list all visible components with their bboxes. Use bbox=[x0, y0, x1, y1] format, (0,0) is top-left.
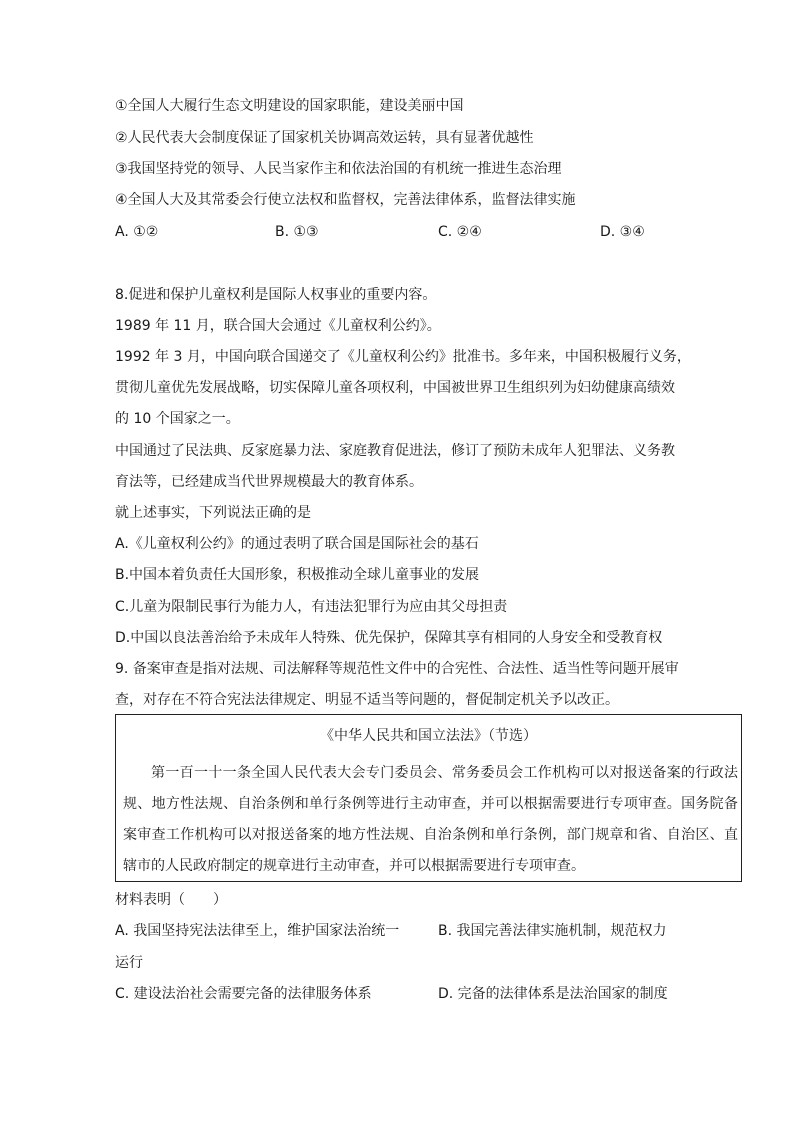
q9-material-text: 第一百一十一条全国人民代表大会专门委员会、常务委员会工作机构可以对报送备案的行政法规、地方性法规、自治条例和单行条例等进行主动审查，并可以根据需要进行专项审查。国务院备案审查工作机构可以对报送备案的地方性法规、自治条例和单行条例，部门规章和省、自治区、直辖市的人民政府制定的规章进行主动审查，并可以根据需要进行专项审查。 bbox=[123, 765, 738, 874]
q8-option-d: D.中国以良法善治给予未成年人特殊、优先保护，保障其享有相同的人身安全和受教育权 bbox=[115, 630, 663, 646]
q8-text-line: 中国通过了民法典、反家庭暴力法、家庭教育促进法，修订了预防未成年人犯罪法、义务教 bbox=[115, 443, 675, 459]
q7-option-b: B. ①③ bbox=[275, 224, 319, 240]
q9-option-a: A. 我国坚持宪法法律至上，维护国家法治统一 bbox=[115, 923, 400, 939]
q9-option-b: B. 我国完善法律实施机制，规范权力 bbox=[438, 923, 667, 939]
q8-question: 就上述事实，下列说法正确的是 bbox=[115, 505, 311, 521]
q8-option-c: C.儿童为限制民事行为能力人，有违法犯罪行为应由其父母担责 bbox=[115, 599, 508, 615]
q7-option-a: A. ①② bbox=[115, 224, 159, 240]
q8-option-b: B.中国本着负责任大国形象，积极推动全球儿童事业的发展 bbox=[115, 567, 480, 583]
q7-statement-1: ①全国人大履行生态文明建设的国家职能，建设美丽中国 bbox=[115, 98, 464, 114]
q7-statement-4: ④全国人大及其常委会行使立法权和监督权，完善法律体系，监督法律实施 bbox=[115, 192, 576, 208]
q8-text-line: 贯彻儿童优先发展战略，切实保障儿童各项权利，中国被世界卫生组织列为妇幼健康高绩效 bbox=[115, 380, 675, 396]
q9-stem: 9. 备案审查是指对法规、司法解释等规范性文件中的合宪性、合法性、适当性等问题开展审 bbox=[115, 661, 679, 677]
q9-option-c: C. 建设法治社会需要完备的法律服务体系 bbox=[115, 986, 372, 1002]
q7-statement-3: ③我国坚持党的领导、人民当家作主和依法治国的有机统一推进生态治理 bbox=[115, 161, 562, 177]
q9-material-title: 《中华人民共和国立法法》（节选） bbox=[320, 728, 537, 744]
q7-options bbox=[115, 222, 675, 242]
q7-statement-2: ②人民代表大会制度保证了国家机关协调高效运转，具有显著优越性 bbox=[115, 130, 534, 146]
q8-text-line: 1989 年 11 月，联合国大会通过《儿童权利公约》。 bbox=[115, 318, 441, 334]
q8-text-line: 的 10 个国家之一。 bbox=[115, 411, 240, 427]
q9-option-b-cont: 运行 bbox=[115, 955, 143, 971]
q9-options-row-1 bbox=[115, 921, 715, 941]
q8-stem: 8.促进和保护儿童权利是国际人权事业的重要内容。 bbox=[115, 287, 437, 303]
q8-text-line: 育法等，已经建成当代世界规模最大的教育体系。 bbox=[115, 474, 423, 490]
q8-option-a: A.《儿童权利公约》的通过表明了联合国是国际社会的基石 bbox=[115, 536, 479, 552]
q9-option-d: D. 完备的法律体系是法治国家的制度 bbox=[438, 986, 668, 1002]
q9-material-box bbox=[115, 714, 742, 882]
q9-question: 材料表明（ ） bbox=[115, 892, 227, 908]
q7-option-d: D. ③④ bbox=[600, 224, 645, 240]
q8-text-line: 1992 年 3 月，中国向联合国递交了《儿童权利公约》批准书。多年来，中国积极履行义务， bbox=[115, 349, 691, 365]
q9-stem-cont: 查，对存在不符合宪法法律规定、明显不适当等问题的，督促制定机关予以改正。 bbox=[115, 692, 619, 708]
q9-options-row-2 bbox=[115, 984, 715, 1004]
q7-option-c: C. ②④ bbox=[438, 224, 482, 240]
